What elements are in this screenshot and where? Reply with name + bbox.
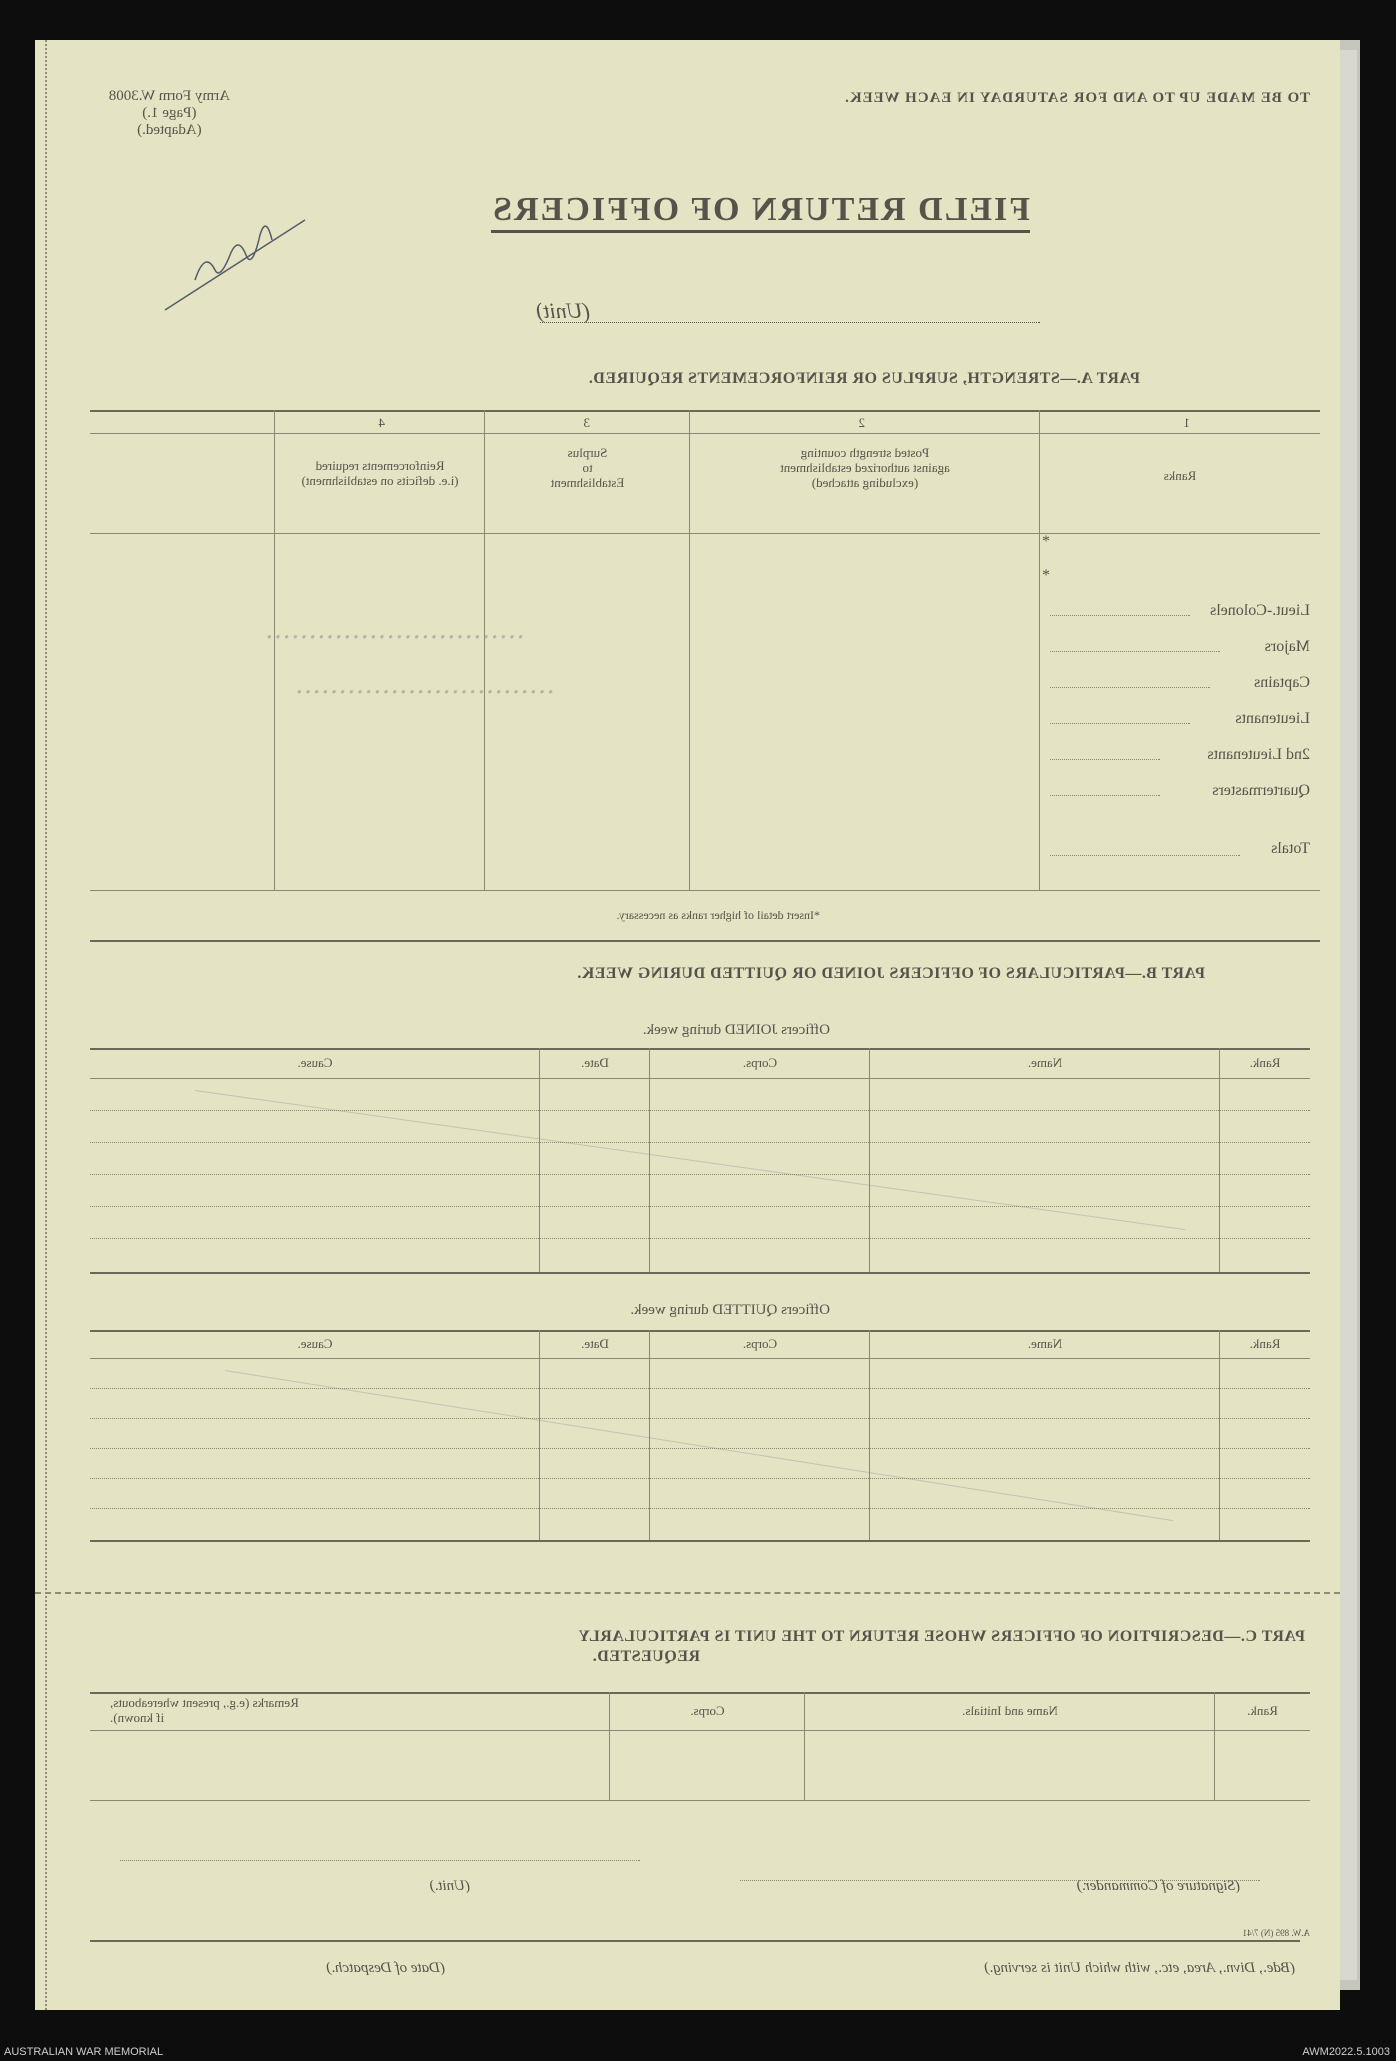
totals-label: Totals [1271,840,1310,857]
quitted-title: Officers QUITTED during week. [630,1302,830,1318]
part-c-col-rank: Rank. [1247,1703,1278,1718]
mirrored-printed-form [35,40,1340,2010]
top-note: TO BE MADE UP TO AND FOR SATURDAY IN EACH WEEK. [844,90,1310,106]
part-c-title-line1: PART C.—DESCRIPTION OF OFFICERS WHOSE RETURN TO THE UNIT IS PARTICULARLY [577,1628,1305,1645]
quitted-col-name: Name. [1027,1336,1063,1351]
col-number-4: 4 [378,415,385,430]
page-title: FIELD RETURN OF OFFICERS [491,190,1030,233]
quitted-col-date: Date. [581,1336,609,1351]
rank-row: 2nd Lieutenants [1207,746,1310,763]
joined-col-name: Name. [1027,1055,1063,1070]
unit-sign-line [120,1860,640,1861]
rule [90,890,1320,891]
leader-dots [1050,795,1160,796]
col-number-3: 3 [583,415,590,430]
part-b-title: PART B.—PARTICULARS OF OFFICERS JOINED OR QUITTED DURING WEEK. [576,965,1205,982]
bde-caption: (Bde., Divn., Area, etc., with which Unit is serving.) [984,1960,1295,1976]
rank-row: Lieutenants [1235,710,1310,727]
caption-left: AUSTRALIAN WAR MEMORIAL [4,2046,164,2058]
leader-dots [1050,723,1190,724]
rule [90,1448,1310,1449]
joined-title: Officers JOINED during week. [642,1022,830,1038]
part-c-col-remarks: Remarks (e.g., present whereabouts, if known). [110,1695,299,1725]
rule [90,1110,1310,1111]
unit-line [540,322,1040,323]
part-c-col-name: Name and Initials. [962,1703,1058,1718]
rule [90,1174,1310,1175]
leader-dots [1050,855,1240,856]
rule [90,1478,1310,1479]
rank-row: Captains [1254,674,1310,691]
leader-dots [1050,759,1160,760]
rank-row: * [1042,533,1050,550]
quitted-col-corps: Corps. [742,1336,778,1351]
date-caption: (Date of Despatch.) [326,1960,445,1976]
leader-dots [1050,651,1220,652]
rule [90,1730,1310,1731]
rank-row: Lieut.-Colonels [1210,602,1310,619]
signature-caption: (Signature of Commander.) [1076,1878,1240,1894]
footnote: *Insert detail of higher ranks as necessary. [616,908,820,922]
rule [90,1540,1310,1542]
rank-row: Quartermasters [1212,782,1310,799]
rank-row: Majors [1264,638,1310,655]
print-code: A.W. 895 (N) 7/41 [1242,1928,1310,1938]
rule [90,1238,1310,1239]
col-header-ranks: Ranks [1163,468,1197,483]
quitted-col-cause: Cause. [297,1336,333,1351]
rule [90,1272,1310,1274]
rule [90,1940,1300,1942]
rule [90,1206,1310,1207]
col-header-reinforcements: Reinforcements required (i.e. deficits on establishment) [301,458,459,488]
rule [90,1078,1310,1079]
joined-col-date: Date. [581,1055,609,1070]
unit-caption: (Unit.) [429,1878,470,1894]
ink-bleed: ………………………… [265,615,525,645]
rule [90,1508,1310,1509]
part-a-title: PART A.—STRENGTH, SURPLUS OR REINFORCEMENTS REQUIRED. [588,370,1140,387]
joined-col-corps: Corps. [742,1055,778,1070]
rule [90,1800,1310,1801]
col-header-surplus: Surplus to Establishment [550,445,625,490]
rule [90,1388,1310,1389]
ink-bleed: ………………………… [295,670,555,700]
rule [90,1692,1310,1694]
col-number-2: 2 [858,415,865,430]
col-number-1: 1 [1183,415,1190,430]
rank-row: * [1042,567,1050,584]
form-sheet [35,40,1340,2010]
unit-label: (Unit) [536,298,590,323]
leader-dots [1050,687,1210,688]
joined-col-rank: Rank. [1249,1055,1281,1070]
col-header-posted-strength: Posted strength counting against authorized establishment (excluding attached) [780,445,950,490]
rule [90,1142,1310,1143]
rule [90,940,1320,942]
joined-col-cause: Cause. [297,1055,333,1070]
leader-dots [1050,615,1190,616]
caption-right: AWM2022.5.1003 [1302,2046,1390,2058]
rule [90,1358,1310,1359]
form-number: Army Form W.3008 (Page 1.) (Adapted.) [108,88,230,138]
rule [90,1048,1310,1050]
part-c-title-line2: REQUESTED. [592,1648,700,1665]
rule [90,1330,1310,1332]
quitted-col-rank: Rank. [1249,1336,1281,1351]
part-c-col-corps: Corps. [690,1703,725,1718]
rule [90,1418,1310,1419]
